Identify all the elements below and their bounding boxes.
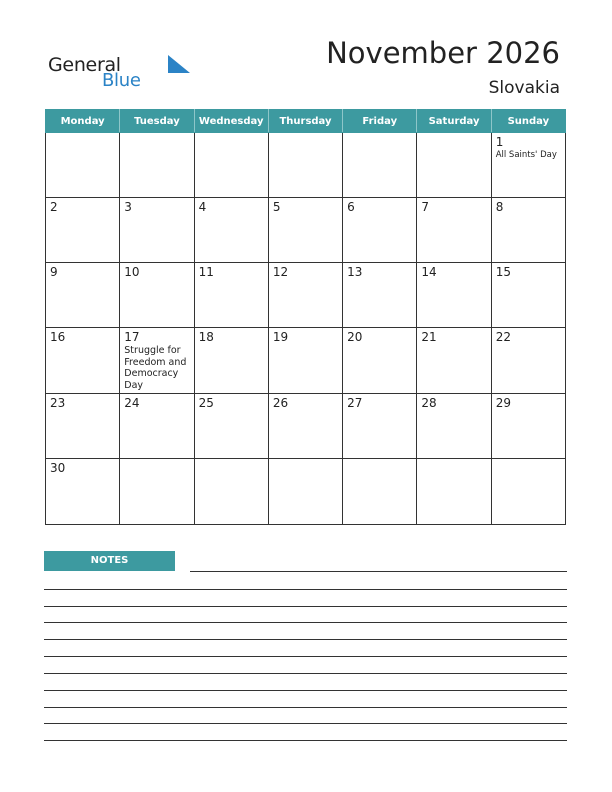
page-title: November 2026 (326, 36, 560, 70)
brand-general: General (48, 54, 121, 76)
week-row (46, 328, 566, 394)
country-name: Slovakia (488, 78, 560, 98)
day-cell (491, 133, 565, 198)
weekday-tuesday: Tuesday (120, 110, 194, 133)
notes-line (44, 639, 567, 640)
notes-line (44, 690, 567, 691)
day-cell (120, 198, 194, 263)
day-cell (46, 459, 120, 525)
day-number: 23 (50, 396, 66, 410)
day-cell (491, 263, 565, 328)
day-number: 12 (272, 265, 289, 279)
week-row (46, 263, 566, 328)
day-cell (120, 328, 194, 394)
day-cell (417, 328, 491, 394)
day-cell (120, 459, 194, 525)
day-cell (120, 394, 194, 459)
week-row (46, 198, 566, 263)
notes-line (44, 622, 567, 623)
day-cell (417, 263, 491, 328)
notes-line (44, 656, 567, 657)
week-row (46, 133, 566, 198)
day-number: 26 (272, 396, 289, 410)
day-cell (268, 459, 342, 525)
day-number: 9 (50, 265, 58, 279)
notes-line (190, 571, 567, 572)
day-number: 8 (495, 200, 504, 214)
day-cell (343, 263, 417, 328)
day-number: 28 (421, 396, 437, 410)
day-cell (491, 328, 565, 394)
brand-logo (48, 52, 158, 92)
weekday-thursday: Thursday (268, 110, 342, 133)
notes-line (44, 723, 567, 724)
day-cell (268, 263, 342, 328)
day-number: 6 (347, 200, 355, 214)
day-cell (194, 459, 268, 525)
notes-line (44, 740, 567, 741)
day-number: 4 (198, 200, 207, 214)
holiday-label: Struggle for Freedom and Democracy Day (124, 345, 187, 391)
day-number: 5 (272, 200, 281, 214)
day-cell (417, 198, 491, 263)
day-number: 17 (124, 330, 140, 344)
weekday-friday: Friday (343, 110, 417, 133)
day-cell (46, 133, 120, 198)
weekday-sunday: Sunday (491, 110, 565, 133)
day-number: 14 (421, 265, 437, 279)
day-cell (120, 263, 194, 328)
day-cell (417, 133, 491, 198)
notes-label: NOTES (44, 551, 175, 571)
day-cell (417, 459, 491, 525)
day-number: 27 (347, 396, 363, 410)
day-number: 13 (347, 265, 363, 279)
day-cell (46, 328, 120, 394)
notes-line (44, 707, 567, 708)
day-number: 3 (124, 200, 132, 214)
brand-blue: Blue (102, 70, 141, 91)
day-cell (194, 263, 268, 328)
weekday-monday: Monday (46, 110, 120, 133)
notes-line (44, 673, 567, 674)
week-row (46, 394, 566, 459)
holiday-label: All Saints' Day (495, 150, 557, 160)
day-number: 1 (495, 135, 504, 149)
day-cell (268, 394, 342, 459)
day-cell (491, 459, 565, 525)
day-cell (491, 198, 565, 263)
weekday-header-row (46, 110, 566, 133)
day-cell (343, 459, 417, 525)
day-number: 16 (50, 330, 66, 344)
day-cell (491, 394, 565, 459)
day-cell (194, 133, 268, 198)
day-number: 20 (347, 330, 363, 344)
day-number: 22 (495, 330, 511, 344)
week-row (46, 459, 566, 525)
day-cell (343, 394, 417, 459)
day-number: 11 (198, 265, 214, 279)
day-cell (343, 328, 417, 394)
day-number: 2 (50, 200, 58, 214)
day-cell (343, 198, 417, 263)
notes-line (44, 589, 567, 590)
day-number: 21 (421, 330, 437, 344)
day-cell (194, 328, 268, 394)
day-number: 7 (421, 200, 430, 214)
day-number: 25 (198, 396, 214, 410)
notes-line (44, 606, 567, 607)
day-number: 29 (495, 396, 511, 410)
day-cell (194, 198, 268, 263)
day-cell (46, 198, 120, 263)
day-number: 24 (124, 396, 140, 410)
day-number: 30 (50, 461, 66, 475)
weekday-saturday: Saturday (417, 110, 491, 133)
day-number: 10 (124, 265, 140, 279)
day-cell (268, 198, 342, 263)
day-cell (194, 394, 268, 459)
day-cell (268, 328, 342, 394)
weekday-wednesday: Wednesday (194, 110, 268, 133)
day-cell (120, 133, 194, 198)
day-cell (343, 133, 417, 198)
day-number: 19 (272, 330, 289, 344)
day-cell (46, 263, 120, 328)
day-cell (268, 133, 342, 198)
calendar-grid (45, 109, 566, 525)
day-cell (417, 394, 491, 459)
day-number: 15 (495, 265, 511, 279)
day-number: 18 (198, 330, 214, 344)
day-cell (46, 394, 120, 459)
